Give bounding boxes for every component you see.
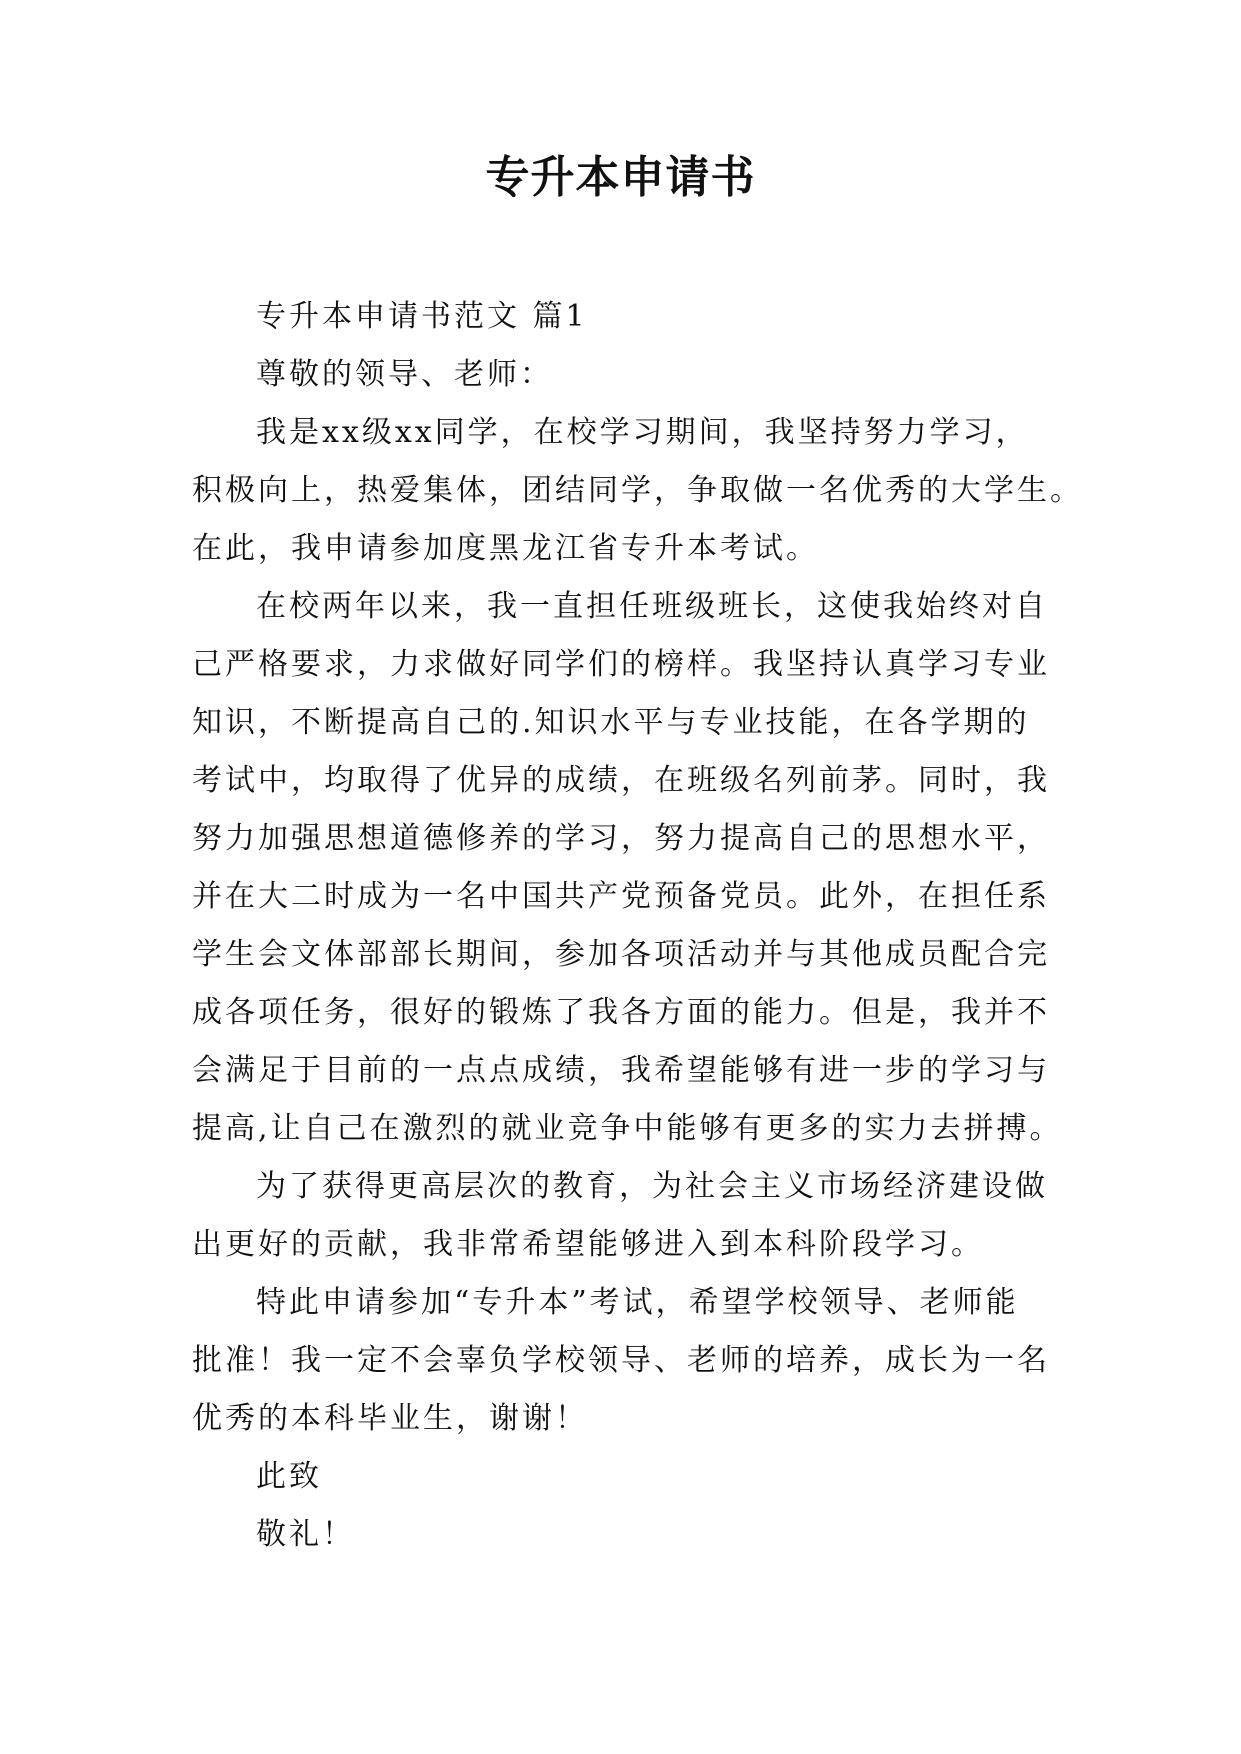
text-line: 出更好的贡献，我非常希望能够进入到本科阶段学习。: [192, 1227, 984, 1262]
text-line: 考试中，均取得了优异的成绩，在班级名列前茅。同时，我: [192, 763, 1050, 798]
text-line: 学生会文体部部长期间，参加各项活动并与其他成员配合完: [192, 937, 1050, 972]
text-line: 在此，我申请参加度黑龙江省专升本考试。: [192, 531, 819, 566]
text-line: 批准！我一定不会辜负学校领导、老师的培养，成长为一名: [192, 1343, 1050, 1378]
text-line: 会满足于目前的一点点成绩，我希望能够有进一步的学习与: [192, 1053, 1050, 1088]
text-line: 提高,让自己在激烈的就业竞争中能够有更多的实力去拼搏。: [192, 1111, 1063, 1146]
text-line: 专升本申请书范文 篇1: [256, 299, 588, 334]
text-line: 成各项任务，很好的锻炼了我各方面的能力。但是，我并不: [192, 995, 1050, 1030]
page-title: 专升本申请书: [485, 152, 756, 203]
text-line: 特此申请参加“专升本”考试，希望学校领导、老师能: [256, 1285, 1019, 1320]
text-line: 为了获得更高层次的教育，为社会主义市场经济建设做: [256, 1169, 1048, 1204]
text-line: 己严格要求，力求做好同学们的榜样。我坚持认真学习专业: [192, 647, 1050, 682]
text-line: 此致: [256, 1459, 322, 1494]
document-body: [192, 288, 1083, 1564]
text-line: 敬礼！: [256, 1517, 355, 1552]
text-line: 我是xx级xx同学，在校学习期间，我坚持努力学习，: [256, 415, 1029, 450]
text-line: 在校两年以来，我一直担任班级班长，这使我始终对自: [256, 589, 1048, 624]
text-line: 积极向上，热爱集体，团结同学，争取做一名优秀的大学生。: [192, 473, 1083, 508]
text-line: 优秀的本科毕业生，谢谢！: [192, 1401, 588, 1436]
text-line: 知识，不断提高自己的.知识水平与专业技能，在各学期的: [192, 705, 1030, 740]
text-line: 尊敬的领导、老师：: [256, 357, 553, 392]
text-line: 并在大二时成为一名中国共产党预备党员。此外，在担任系: [192, 879, 1050, 914]
text-line: 努力加强思想道德修养的学习，努力提高自己的思想水平，: [192, 821, 1050, 856]
